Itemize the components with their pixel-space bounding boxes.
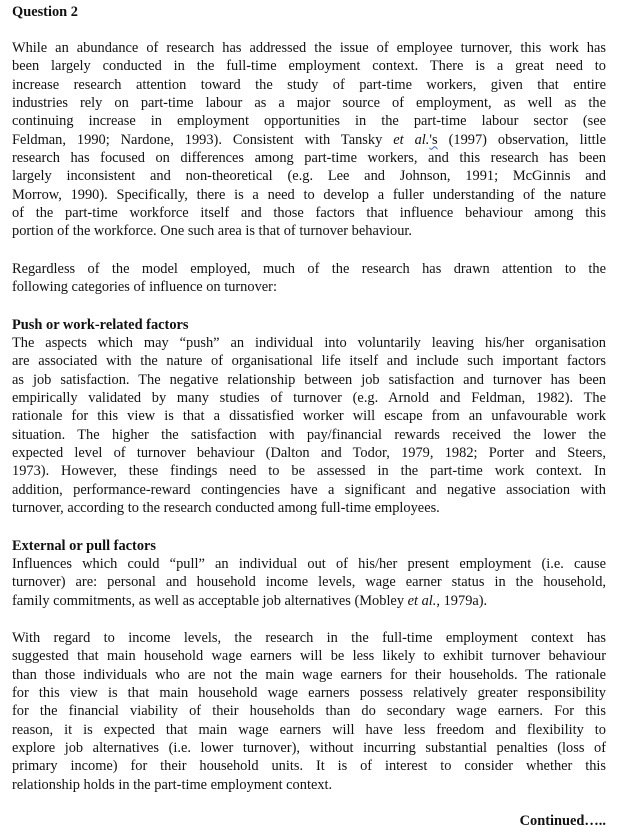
text-line: The aspects which may “push” an individual into voluntarily leaving his/her organisation [12, 335, 606, 351]
text-line: rationale for this view is that a dissatisfied worker will escape from an unfavourable work [12, 408, 606, 425]
paragraph-intro [12, 39, 606, 241]
text-line-citation [12, 131, 606, 149]
text-line: as job satisfaction. The negative relationship between job satisfaction and turnover has been [12, 371, 606, 388]
text-line: for this view is that main household wage earners possess relatively greater responsibility [12, 685, 606, 702]
text-line: turnover, according to the research conducted among full-time employees. [12, 500, 440, 517]
italic-et-al: et al. [407, 592, 437, 609]
paragraph-categories [12, 260, 606, 297]
text-fragment: family commitments, as well as acceptable job alternatives (Mobley [12, 592, 408, 609]
text-line: Influences which could “pull” an individual out of his/her present employment (i.e. cause [12, 556, 606, 572]
text-line: With regard to income levels, the research in the full-time employment context has [12, 630, 606, 646]
paragraph-income [12, 629, 606, 794]
text-line: reason, it is expected that main wage earners will have less freedom and flexibility to [12, 721, 606, 738]
pull-factors-heading: External or pull factors [12, 538, 157, 554]
text-line: been largely conducted in the full-time employment context. There is a great need to [12, 58, 606, 75]
paragraph-push [12, 334, 606, 517]
text-line: following categories of influence on turnover: [12, 279, 277, 296]
text-line: for the financial viability of their households than do secondary wage earners. For this [12, 703, 606, 720]
text-line: of the part-time workforce itself and those factors that influence behaviour among this [12, 205, 606, 222]
text-line: situation. The higher the satisfaction with pay/financial rewards received the lower the [12, 426, 606, 443]
text-line: primary income) for their household units. It is of interest to consider whether this [12, 758, 606, 775]
text-line: largely inconsistent and non-theoretical (e.g. Lee and Johnson, 1991; McGinnis and [12, 168, 606, 185]
text-fragment: Feldman, 1990; Nardone, 1993). Consistent with Tansky [12, 131, 394, 148]
text-line: research has focused on differences among part-time workers, and this research has been [12, 150, 606, 167]
text-fragment: , 1979a). [436, 592, 488, 609]
text-line: than those individuals who are not the main wage earners for their households. The rationale [12, 666, 606, 683]
text-line: Morrow, 1990). Specifically, there is a need to develop a fuller understanding of the nature [12, 186, 606, 203]
paragraph-pull [12, 555, 606, 610]
text-line: While an abundance of research has addressed the issue of employee turnover, this work has [12, 40, 606, 56]
text-line: are associated with the nature of organisational life itself and include such important factors [12, 353, 606, 370]
italic-et-al: et al. [393, 131, 430, 148]
text-line: continuing increase in employment opportunities in the part-time labour sector (see [12, 113, 606, 130]
continued-label: Continued….. [519, 813, 606, 829]
spellcheck-flag: 's [429, 131, 438, 148]
text-line: suggested that main household wage earners will be less likely to exhibit turnover behaviour [12, 648, 606, 665]
text-line-citation [12, 592, 606, 610]
text-line: portion of the workforce. One such area is that of turnover behaviour. [12, 223, 413, 240]
text-line: increase research attention toward the study of part-time workers, given that entire [12, 76, 606, 93]
text-line: explore job alternatives (i.e. lower turnover), without incurring substantial penalties (loss of [12, 740, 606, 757]
text-fragment: (1997) observation, little [437, 131, 607, 148]
text-line: expected level of turnover behaviour (Dalton and Todor, 1979, 1982; Porter and Steers, [12, 445, 606, 462]
text-line: 1973). However, these findings need to be assessed in the part-time work context. In [12, 463, 606, 480]
text-line: addition, performance-reward contingencies have a significant and negative association with [12, 481, 606, 498]
text-line: empirically validated by many studies of turnover (e.g. Arnold and Feldman, 1982). The [12, 390, 606, 407]
question-title: Question 2 [12, 4, 78, 20]
text-line: relationship holds in the part-time employment context. [12, 776, 333, 793]
text-line: industries rely on part-time labour as a major source of employment, as well as the [12, 95, 606, 112]
text-line: Regardless of the model employed, much of the research has drawn attention to the [12, 261, 606, 277]
text-line: turnover) are: personal and household income levels, wage earner status in the household, [12, 574, 606, 591]
push-factors-heading: Push or work-related factors [12, 317, 189, 333]
